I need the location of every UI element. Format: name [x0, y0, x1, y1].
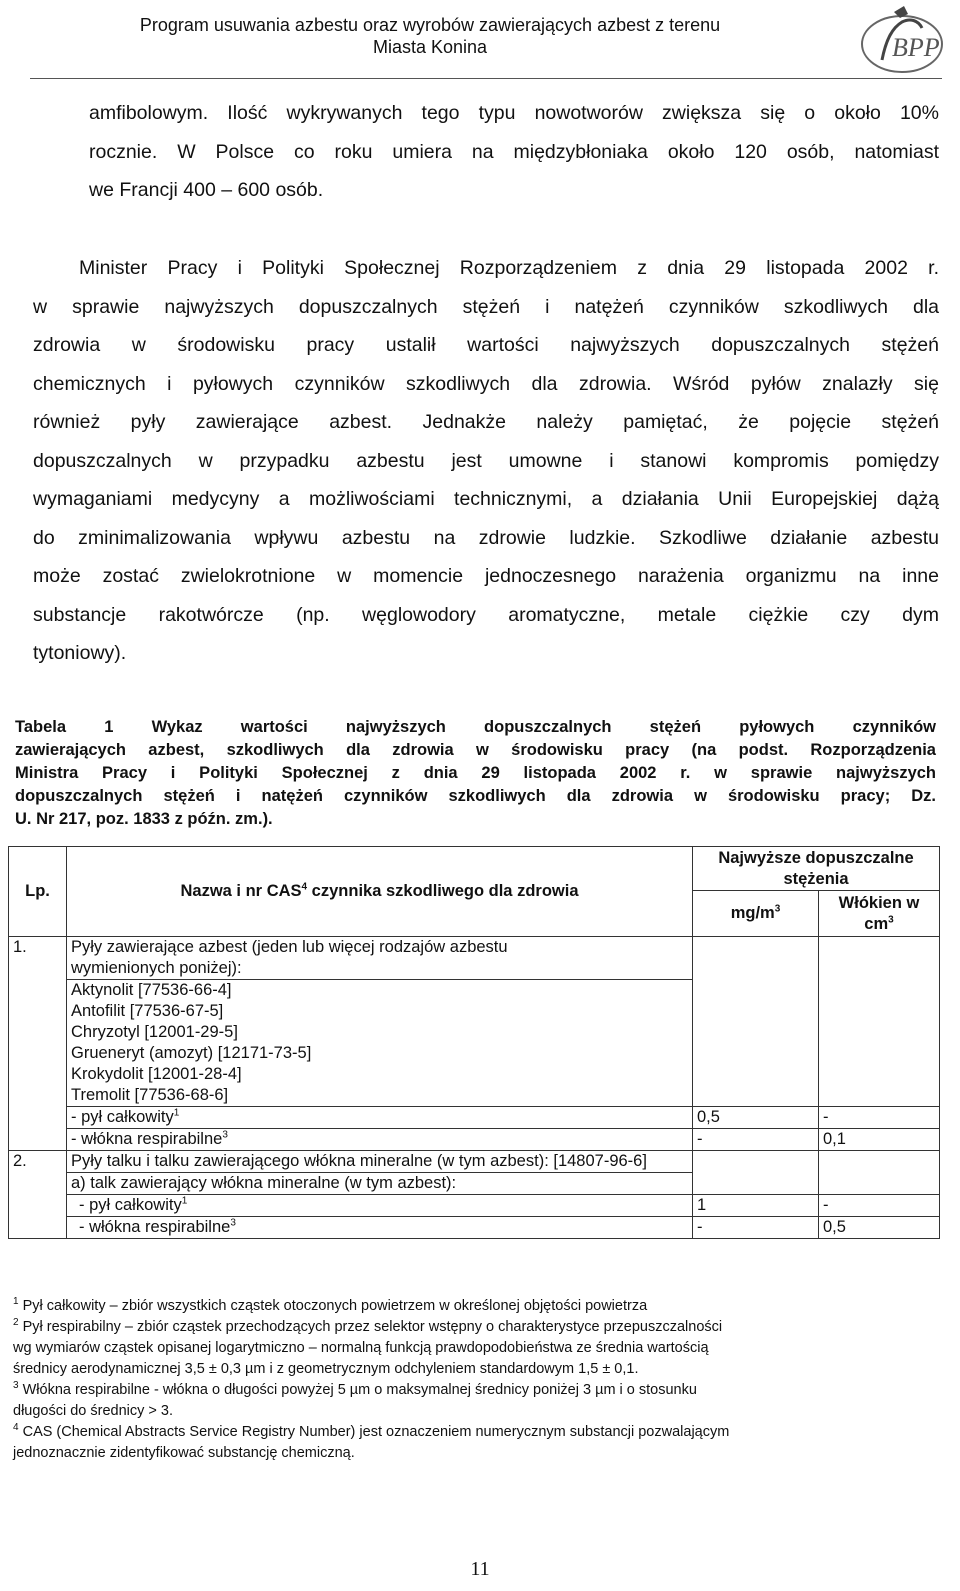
paragraph-2-line: chemicznych i pyłowych czynników szkodliwych dla zdrowia. Wśród pyłów znalazły się [33, 372, 939, 395]
footnote-3: $^3$ Włókna respirabilne - włókna o długości powyżej 5 µm o maksymalnej średnicy poniżej 3 µm i o stosunku [13, 1380, 697, 1398]
header-line-1: Program usuwania azbestu oraz wyrobów zawierających azbest z terenu [139, 15, 721, 35]
list-item: Chryzotyl [12001-29-5] [71, 1023, 238, 1041]
paragraph-1 [33, 94, 939, 210]
paragraph-2 [33, 249, 939, 673]
row-2a-mg: 1 [693, 1195, 819, 1217]
row-1-items [67, 980, 693, 1107]
table-row [9, 1107, 940, 1129]
row-1a-fibers: - [819, 1107, 940, 1129]
footnote-2: $^2$ Pył respirabilny – zbiór cząstek przechodzących przez selektor wstępny o charakterystyce przepuszczalności [13, 1317, 723, 1335]
row-2a-name: - pył całkowity$^1$ [67, 1195, 693, 1217]
header-nds: Najwyższe dopuszczalne stężenia [693, 847, 940, 891]
row-2b-mg: - [693, 1217, 819, 1239]
ppi-logo-icon [852, 0, 952, 80]
table-caption [15, 716, 936, 831]
paragraph-1-line: we Francji 400 – 600 osób. [89, 179, 324, 201]
caption-line: Tabela 1 Wykaz wartości najwyższych dopuszczalnych stężeń pyłowych czynników [15, 718, 936, 736]
exposure-limits-table [8, 846, 940, 1239]
row-1b-fibers: 0,1 [819, 1129, 940, 1151]
footnote-4: $^4$ CAS (Chemical Abstracts Service Registry Number) jest oznaczeniem numerycznym substancji pozwalającym [13, 1422, 730, 1440]
paragraph-2-line: może zostać zwielokrotnione w momencie jednoczesnego narażenia organizmu na inne [33, 565, 939, 587]
row-1-name: Pyły zawierające azbest (jeden lub więcej rodzajów azbestu wymienionych poniżej): [67, 937, 693, 980]
row-1-lp: 1. [9, 937, 67, 980]
row-1b-mg: - [693, 1129, 819, 1151]
header-name: Nazwa i nr CAS$^4$ czynnika szkodliwego dla zdrowia [67, 847, 693, 937]
footnotes [13, 1296, 933, 1464]
header-rule [30, 78, 942, 79]
paragraph-2-line: do zminimalizowania wpływu azbestu na zdrowie ludzkie. Szkodliwe działanie azbestu [33, 526, 939, 549]
footnote-4-cont: jednoznacznie zidentyfikować substancję chemiczną. [13, 1445, 355, 1461]
list-item: Aktynolit [77536-66-4] [71, 981, 232, 999]
paragraph-2-line: dopuszczalnych w przypadku azbestu jest umowne i stanowi kompromis pomiędzy [33, 449, 939, 472]
row-1a-mg: 0,5 [693, 1107, 819, 1129]
table-row [9, 1173, 940, 1195]
caption-line: zawierających azbest, szkodliwych dla zdrowia w środowisku pracy (na podst. Rozporządzenia [15, 741, 936, 759]
caption-line: U. Nr 217, poz. 1833 z późn. zm.). [15, 810, 273, 828]
list-item: Antofilit [77536-67-5] [71, 1002, 224, 1020]
paragraph-2-line: wymaganiami medycyny a możliwościami technicznymi, a działania Unii Europejskiej dążą [33, 488, 939, 510]
caption-line: dopuszczalnych stężeń i natężeń czynników szkodliwych dla zdrowia w środowisku pracy; Dz. [15, 787, 936, 805]
footnote-2-cont: średnicy aerodynamicznej 3,5 ± 0,3 µm i z geometrycznym odchyleniem standardowym 1,5 ± 0,1. [13, 1361, 639, 1377]
svg-text:BPP: BPP [892, 33, 940, 62]
table-row [9, 937, 940, 980]
paragraph-2-line: tytoniowy). [33, 642, 127, 664]
list-item: Tremolit [77536-68-6] [71, 1086, 229, 1104]
row-1a-name: - pył całkowity$^1$ [67, 1107, 693, 1129]
paragraph-2-line: substancje rakotwórcze (np. węglowodory aromatyczne, metale ciężkie czy dym [33, 603, 939, 626]
list-item: Grueneryt (amozyt) [12171-73-5] [71, 1044, 312, 1062]
table-row [9, 1195, 940, 1217]
row-2a-fibers: - [819, 1195, 940, 1217]
paragraph-1-line: amfibolowym. Ilość wykrywanych tego typu nowotworów zwiększa się o około 10% [89, 102, 939, 124]
row-1b-name: - włókna respirabilne$^3$ [67, 1129, 693, 1151]
paragraph-2-line: w sprawie najwyższych dopuszczalnych stężeń i natężeń czynników szkodliwych dla [33, 295, 939, 318]
row-2-sub: a) talk zawierający włókna mineralne (w tym azbest): [67, 1173, 693, 1195]
table-row [9, 980, 940, 1107]
paragraph-2-line: Minister Pracy i Polityki Społecznej Rozporządzeniem z dnia 29 listopada 2002 r. [79, 257, 939, 279]
header-line-2: Miasta Konina [372, 37, 488, 57]
header-fibers: Włókien w $cm^3$ [819, 891, 940, 937]
footnote-2-cont: wg wymiarów cząstek opisanej logarytmiczno – normalną funkcją prawdopodobieństwa ze średnia wartością [13, 1340, 709, 1356]
paragraph-1-line: rocznie. W Polsce co roku umiera na międzybłoniaka około 120 osób, natomiast [89, 140, 939, 163]
row-2-lp: 2. [9, 1151, 67, 1173]
footnote-1: $^1$ Pył całkowity – zbiór wszystkich cząstek otoczonych powietrzem w określonej objętości powietrza [13, 1296, 648, 1314]
table-row [9, 1151, 940, 1173]
header-title [0, 14, 860, 58]
table-row [9, 1217, 940, 1239]
row-2b-name: - włókna respirabilne$^3$ [67, 1217, 693, 1239]
page-number: 11 [470, 1558, 490, 1580]
caption-line: Ministra Pracy i Polityki Społecznej z dnia 29 listopada 2002 r. w sprawie najwyższych [15, 764, 936, 782]
row-2-name: Pyły talku i talku zawierającego włókna mineralne (w tym azbest): [14807-96-6] [67, 1151, 693, 1173]
footnote-3-cont: długości do średnicy > 3. [13, 1403, 173, 1419]
paragraph-2-line: również pyły zawierające azbest. Jednakże należy pamiętać, że pojęcie stężeń [33, 411, 939, 433]
paragraph-2-line: zdrowia w środowisku pracy ustalił wartości najwyższych dopuszczalnych stężeń [33, 334, 939, 356]
header-mg: $mg/m^3$ [693, 891, 819, 937]
row-2b-fibers: 0,5 [819, 1217, 940, 1239]
list-item: Krokydolit [12001-28-4] [71, 1065, 242, 1083]
header-lp: Lp. [9, 847, 67, 937]
table-row [9, 1129, 940, 1151]
